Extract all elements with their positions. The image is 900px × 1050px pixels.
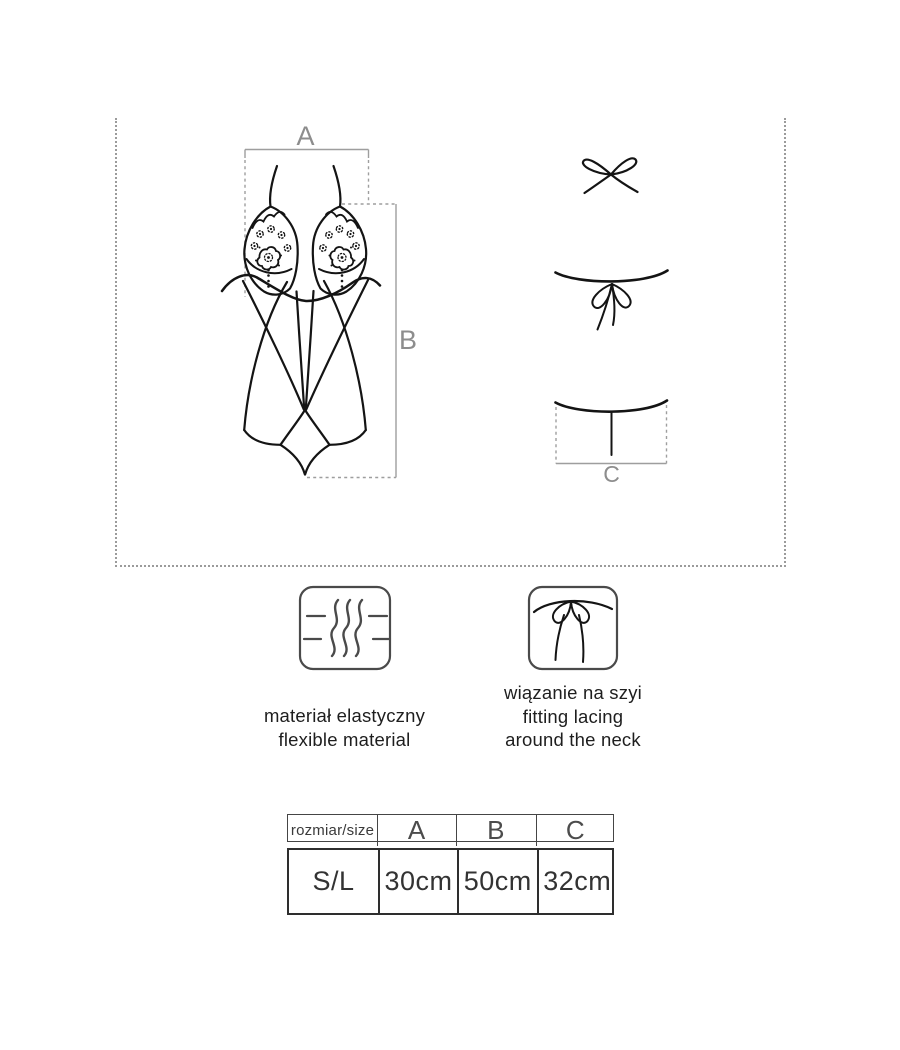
back-strap-bow-drawing <box>556 271 668 330</box>
measurement-label-c: C <box>603 461 621 487</box>
measurement-box-a <box>245 150 369 298</box>
feature-elastic-material <box>222 585 467 751</box>
caption-line: materiał elastyczny <box>263 705 426 726</box>
caption-line: wiązanie na szyi <box>504 682 642 703</box>
size-table-row <box>287 848 614 915</box>
measurement-label-b: B <box>399 325 419 355</box>
feature-neck-lacing-caption <box>453 681 693 752</box>
measurement-line-b <box>307 204 396 478</box>
measurement-label-a: A <box>296 121 316 151</box>
size-table-header-cell: B <box>456 815 536 846</box>
size-table-header-cell: rozmiar/size <box>290 822 375 839</box>
feature-neck-lacing <box>453 585 693 752</box>
size-table-header <box>287 814 614 845</box>
size-cell: S/L <box>312 866 355 896</box>
size-table-header-cell: C <box>536 815 616 846</box>
bottom-piece-drawing <box>556 401 668 456</box>
size-cell: 50cm <box>457 850 537 913</box>
feature-elastic-material-caption <box>222 704 467 751</box>
size-table-header-cell: A <box>377 815 456 846</box>
size-cell: 30cm <box>378 850 457 913</box>
elastic-material-icon <box>298 585 392 671</box>
size-cell: 32cm <box>537 850 617 913</box>
caption-line: around the neck <box>505 729 641 750</box>
neck-tie-bow-drawing <box>583 158 638 193</box>
neck-lacing-icon <box>527 585 619 671</box>
bodysuit-body-lines <box>222 275 380 474</box>
caption-line: fitting lacing <box>522 705 624 727</box>
caption-line: flexible material <box>278 728 411 750</box>
